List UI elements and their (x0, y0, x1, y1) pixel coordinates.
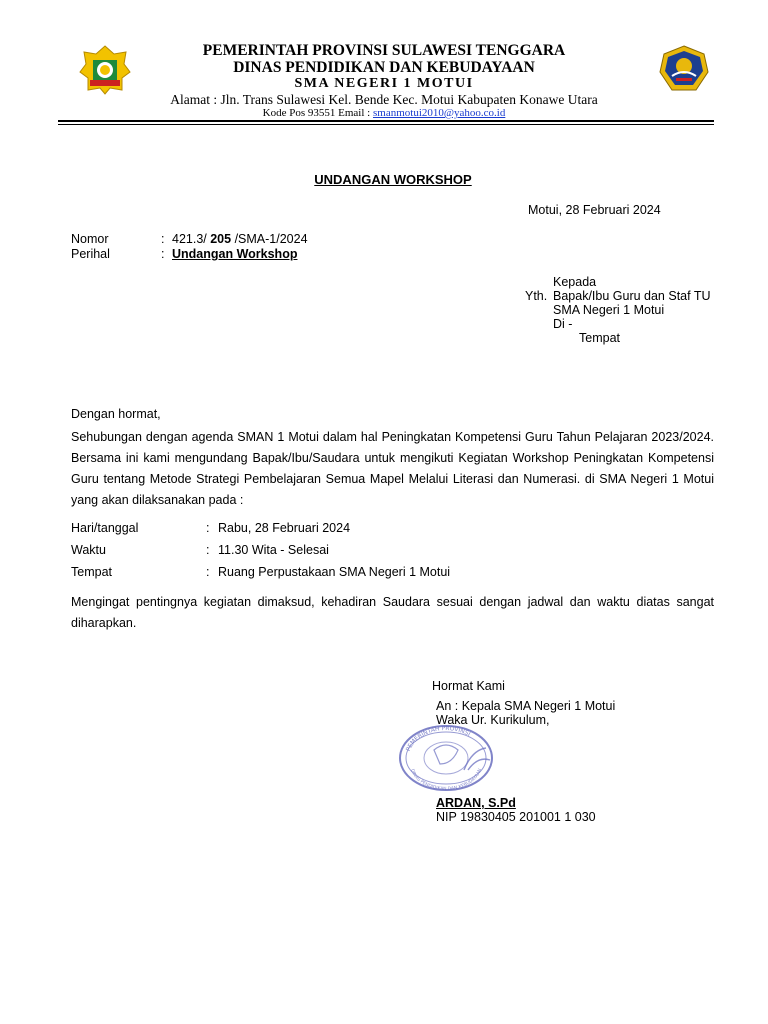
detail-label-date: Hari/tanggal (71, 521, 139, 535)
paragraph-line: yang akan dilaksanakan pada : (71, 493, 244, 507)
recipient-line4: Tempat (579, 331, 620, 345)
stamp-text-top: PEMERINTAH PROVINSI (404, 724, 472, 753)
signer-name: ARDAN, S.Pd (436, 796, 516, 810)
closing-salutation: Hormat Kami (432, 679, 505, 693)
letterhead-school: SMA NEGERI 1 MOTUI (294, 76, 474, 91)
paragraph-invitation (71, 427, 714, 511)
letterhead-government: PEMERINTAH PROVINSI SULAWESI TENGGARA (202, 42, 566, 59)
svg-text:DINAS PENDIDIKAN DAN KEBUDAYAA (409, 768, 483, 792)
nomor-value (172, 232, 308, 246)
detail-sep-date: : (206, 521, 210, 535)
detail-value-time: 11.30 Wita - Selesai (218, 543, 329, 557)
email-link[interactable]: smanmotui2010@yahoo.co.id (372, 107, 506, 119)
letter-title: UNDANGAN WORKSHOP (314, 172, 472, 187)
detail-label-time: Waktu (71, 543, 106, 557)
paragraph-closing (71, 592, 714, 634)
detail-sep-time: : (206, 543, 210, 557)
recipient-kepada: Kepada (553, 275, 597, 289)
header-rule-thick (58, 120, 714, 122)
recipient-yth: Yth. (525, 289, 548, 303)
letter-date: Motui, 28 Februari 2024 (528, 203, 661, 217)
detail-sep-place: : (206, 565, 210, 579)
perihal-separator: : (161, 247, 165, 261)
nomor-suffix: /SMA-1/2024 (231, 232, 308, 246)
detail-value-place: Ruang Perpustakaan SMA Negeri 1 Motui (218, 565, 451, 579)
perihal-value: Undangan Workshop (172, 247, 298, 261)
nomor-number: 205 (210, 232, 232, 246)
detail-value-date: Rabu, 28 Februari 2024 (218, 521, 351, 535)
perihal-label: Perihal (71, 247, 110, 261)
paragraph-line: diharapkan. (71, 616, 137, 630)
signer-role-1: An : Kepala SMA Negeri 1 Motui (436, 699, 616, 713)
nomor-separator: : (161, 232, 165, 246)
recipient-line3: Di - (553, 317, 573, 331)
nomor-prefix: 421.3/ (172, 232, 211, 246)
paragraph-line: Sehubungan dengan agenda SMAN 1 Motui dalam hal Peningkatan Kompetensi Guru Tahun Pelajaran 2023/2024. (71, 430, 714, 444)
official-stamp (394, 720, 498, 792)
letterhead-department: DINAS PENDIDIKAN DAN KEBUDAYAAN (233, 59, 535, 76)
recipient-line1: Bapak/Ibu Guru dan Staf TU (553, 289, 711, 303)
nomor-label: Nomor (71, 232, 109, 246)
letterhead-contact (0, 107, 768, 119)
letterhead-address: Alamat : Jln. Trans Sulawesi Kel. Bende Kec. Motui Kabupaten Konawe Utara (170, 92, 598, 107)
header-rule-thin (58, 124, 714, 125)
detail-label-place: Tempat (71, 565, 112, 579)
signer-role-2: Waka Ur. Kurikulum, (436, 713, 550, 727)
paragraph-line: Mengingat pentingnya kegiatan dimaksud, kehadiran Saudara sesuai dengan jadwal dan waktu diatas sangat (71, 595, 714, 609)
signer-nip: NIP 19830405 201001 1 030 (436, 810, 596, 824)
recipient-line2: SMA Negeri 1 Motui (553, 303, 665, 317)
paragraph-line: Bersama ini kami mengundang Bapak/Ibu/Saudara untuk mengikuti Kegiatan Workshop Peningkatan Kompetensi (71, 451, 714, 465)
paragraph-line: Guru tentang Metode Strategi Pembelajaran Semua Mapel Melalui Literasi dan Numerasi. di SMA Negeri 1 Motui (71, 472, 714, 486)
svg-text:PEMERINTAH PROVINSI (405, 725, 472, 752)
postal-label: Kode Pos 93551 Email : (262, 107, 373, 119)
stamp-text-bottom: DINAS PENDIDIKAN DAN KEBUDAYAAN (408, 768, 484, 792)
greeting: Dengan hormat, (71, 407, 161, 421)
